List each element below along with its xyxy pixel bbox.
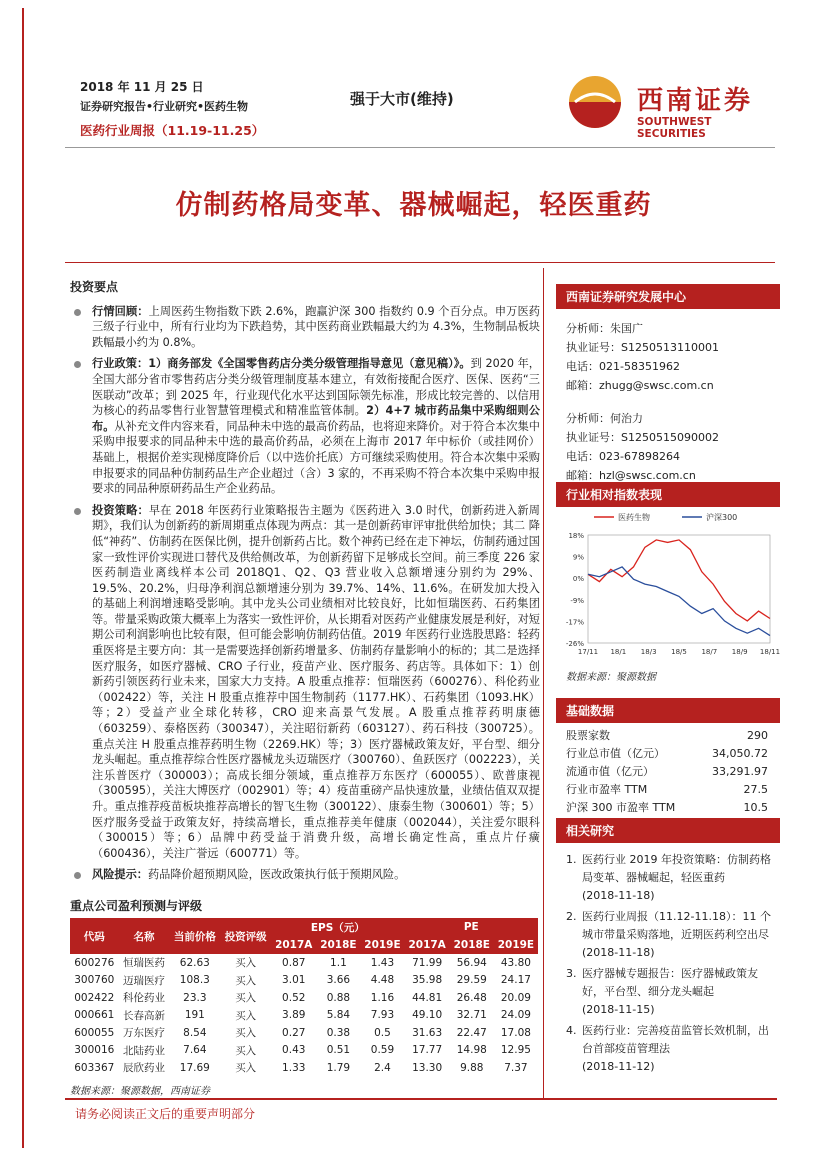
table-cell: 71.99 — [412, 956, 443, 969]
basic-data-label: 行业市盈率 TTM — [566, 783, 648, 796]
bullet-icon — [74, 872, 81, 879]
table-cell: 603367 — [74, 1061, 115, 1074]
table-cell: 17.08 — [500, 1026, 531, 1039]
y-tick-label: 9% — [572, 553, 584, 562]
chart-panel-head-wrap — [556, 482, 780, 507]
table-cell: 0.38 — [326, 1026, 351, 1039]
table-cell: 0.52 — [282, 991, 306, 1004]
basic-data-value: 33,291.97 — [712, 765, 768, 778]
table-row — [70, 972, 538, 990]
table-cell: 31.63 — [412, 1026, 443, 1039]
summary-market-review: 行情回顾：上周医药生物指数下跌 2.6%，跑赢沪深 300 指数约 0.9 个百分点。申万医药三级子行业中，所有行业均为下跌趋势，其中医药商业跌幅最大约为 4.3%，生物制品板块跌幅最小约为 0.8%。 — [70, 304, 540, 351]
basic-data-row — [566, 727, 768, 745]
report-type: 证券研究报告•行业研究•医药生物 — [80, 100, 249, 113]
table-row — [70, 954, 538, 972]
report-title: 仿制药格局变革、器械崛起，轻医重药 — [175, 190, 652, 221]
col-year: 2018E — [450, 936, 494, 954]
y-tick-label: 0% — [572, 575, 584, 584]
related-research-item[interactable] — [566, 851, 774, 905]
column-divider — [543, 268, 544, 1098]
basic-data-head: 基础数据 — [556, 698, 780, 723]
x-tick-label: 18/3 — [640, 648, 657, 656]
basic-data-value: 27.5 — [743, 783, 768, 796]
table-source: 数据来源：聚源数据，西南证券 — [70, 1086, 210, 1097]
related-research-item[interactable] — [566, 965, 774, 1019]
chart-panel-head: 行业相对指数表现 — [556, 482, 780, 507]
table-cell: 买入 — [235, 992, 257, 1005]
related-item-title: 医药行业：完善疫苗监管长效机制，出台首部疫苗管理法 — [582, 1024, 769, 1055]
col-year: 2018E — [316, 936, 360, 954]
table-cell: 300016 — [74, 1044, 115, 1057]
table-cell: 0.59 — [370, 1044, 395, 1057]
table-cell: 002422 — [74, 991, 115, 1004]
related-item-date: (2018-11-18) — [582, 946, 655, 959]
bullet-icon — [74, 309, 81, 316]
table-cell: 29.59 — [456, 974, 487, 987]
table-cell: 买入 — [235, 1027, 257, 1040]
table-cell: 长春高新 — [122, 1009, 165, 1022]
basic-data-value: 10.5 — [743, 801, 768, 814]
table-cell: 108.3 — [179, 974, 210, 987]
col-year: 2019E — [494, 936, 538, 954]
related-research-item[interactable] — [566, 908, 774, 962]
table-cell: 5.84 — [326, 1009, 351, 1022]
y-tick-label: -17% — [565, 618, 584, 627]
table-cell: 12.95 — [500, 1044, 531, 1057]
basic-data-label: 流通市值（亿元） — [566, 765, 654, 778]
table-cell: 300760 — [74, 974, 115, 987]
table-cell: 9.88 — [460, 1061, 484, 1074]
col-year: 2017A — [405, 936, 450, 954]
table-cell: 3.89 — [282, 1009, 306, 1022]
table-cell: 7.37 — [504, 1061, 528, 1074]
col-year: 2017A — [271, 936, 316, 954]
basic-data-panel — [556, 698, 780, 817]
col-pe: PE — [405, 918, 538, 936]
table-cell: 26.48 — [456, 991, 487, 1004]
table-row — [70, 989, 538, 1007]
table-cell: 20.09 — [500, 991, 531, 1004]
basic-data-value: 290 — [747, 729, 768, 742]
logo-text-cn: 西南证券 — [637, 86, 754, 116]
investment-summary — [70, 280, 540, 889]
basic-data-value: 34,050.72 — [712, 747, 768, 760]
logo-emblem-icon — [565, 72, 629, 132]
related-item-date: (2018-11-15) — [582, 1003, 655, 1016]
table-cell: 买入 — [235, 1009, 257, 1022]
rating: 强于大市(维持) — [350, 90, 454, 108]
table-cell: 1.1 — [330, 956, 347, 969]
col-rating: 投资评级 — [220, 918, 271, 954]
related-item-date: (2018-11-12) — [582, 1060, 655, 1073]
analyst-1: 分析师：朱国广 执业证号：S1250513110001 电话：021-58351962 邮箱：zhugg@swsc.com.cn — [556, 319, 780, 395]
analyst-2-email[interactable]: 邮箱：hzl@swsc.com.cn — [566, 469, 696, 482]
table-row — [70, 1059, 538, 1077]
related-item-number: 2. — [566, 910, 577, 923]
related-research-head: 相关研究 — [556, 818, 780, 843]
table-cell: 4.48 — [370, 974, 395, 987]
table-cell: 49.10 — [412, 1009, 443, 1022]
table-row — [70, 1042, 538, 1060]
table-cell: 买入 — [235, 1062, 257, 1075]
left-accent-bar — [22, 8, 24, 1148]
table-cell: 北陆药业 — [122, 1044, 165, 1057]
table-cell: 万东医疗 — [122, 1027, 165, 1040]
table-cell: 43.80 — [500, 956, 531, 969]
bullet-icon — [74, 508, 81, 515]
logo-text-en: SOUTHWEST SECURITIES — [637, 116, 712, 140]
table-cell: 1.43 — [370, 956, 395, 969]
col-eps: EPS（元） — [271, 918, 404, 936]
analyst-1-email[interactable]: 邮箱：zhugg@swsc.com.cn — [566, 379, 714, 392]
table-row — [70, 1007, 538, 1025]
table-cell: 1.16 — [370, 991, 395, 1004]
table-cell: 0.87 — [282, 956, 306, 969]
related-item-title: 医药行业 2019 年投资策略：仿制药格局变革、器械崛起，轻医重药 — [582, 853, 771, 884]
related-item-number: 1. — [566, 853, 577, 866]
legend-label: 沪深300 — [706, 513, 738, 522]
col-name: 名称 — [119, 918, 170, 954]
x-tick-label: 18/5 — [671, 648, 687, 656]
analyst-2: 分析师：何治力 执业证号：S1250515090002 电话：023-67898264 邮箱：hzl@swsc.com.cn — [556, 409, 780, 485]
x-tick-label: 18/7 — [701, 648, 718, 656]
x-tick-label: 18/1 — [610, 648, 627, 656]
y-tick-label: 18% — [568, 532, 584, 540]
table-cell: 0.27 — [282, 1026, 306, 1039]
table-cell: 23.3 — [183, 991, 207, 1004]
related-item-title: 医药行业周报（11.12-11.18）：11 个城市带量采购落地，近期医药利空出尽 — [582, 910, 771, 941]
table-cell: 56.94 — [456, 956, 487, 969]
x-tick-label: 17/11 — [577, 648, 599, 656]
basic-data-row — [566, 763, 768, 781]
table-cell: 3.01 — [282, 974, 306, 987]
basic-data-label: 沪深 300 市盈率 TTM — [566, 801, 676, 814]
table-cell: 8.54 — [183, 1026, 207, 1039]
table-row — [70, 1024, 538, 1042]
x-tick-label: 18/9 — [731, 648, 748, 656]
table-cell: 600276 — [74, 956, 115, 969]
table-cell: 7.64 — [183, 1044, 207, 1057]
table-cell: 买入 — [235, 1044, 257, 1057]
y-tick-label: -26% — [565, 640, 584, 648]
basic-data-list — [556, 723, 780, 817]
basic-data-row — [566, 799, 768, 817]
related-research-list — [556, 843, 780, 1076]
company-logo — [565, 72, 780, 140]
related-research-item[interactable] — [566, 1022, 774, 1076]
report-date: 2018 年 11 月 25 日 — [80, 80, 204, 94]
table-cell: 191 — [184, 1009, 205, 1022]
y-tick-label: -9% — [570, 596, 584, 605]
table-cell: 24.09 — [500, 1009, 531, 1022]
table-cell: 0.43 — [282, 1044, 306, 1057]
col-code: 代码 — [70, 918, 119, 954]
series-line — [588, 540, 770, 621]
basic-data-label: 股票家数 — [566, 729, 610, 742]
basic-data-label: 行业总市值（亿元） — [566, 747, 665, 760]
table-cell: 2.4 — [374, 1061, 391, 1074]
table-cell: 17.77 — [412, 1044, 443, 1057]
bullet-icon — [74, 361, 81, 368]
chart-svg — [556, 505, 780, 670]
footer-disclaimer[interactable]: 请务必阅读正文后的重要声明部分 — [75, 1107, 256, 1121]
table-cell: 62.63 — [179, 956, 210, 969]
table-cell: 买入 — [235, 974, 257, 987]
table-cell: 1.79 — [326, 1061, 351, 1074]
table-cell: 3.66 — [326, 974, 351, 987]
related-research-panel — [556, 818, 780, 1079]
basic-data-row — [566, 781, 768, 799]
table-title: 重点公司盈利预测与评级 — [70, 899, 203, 913]
related-item-number: 4. — [566, 1024, 577, 1037]
research-center-head: 西南证券研究发展中心 — [556, 284, 780, 309]
footer-divider — [65, 1098, 777, 1100]
related-item-number: 3. — [566, 967, 577, 980]
weekly-label: 医药行业周报（11.19-11.25） — [80, 123, 265, 138]
basic-data-row — [566, 745, 768, 763]
table-cell: 24.17 — [500, 974, 531, 987]
research-center-panel — [556, 284, 780, 485]
table-cell: 32.71 — [456, 1009, 487, 1022]
related-item-date: (2018-11-18) — [582, 889, 655, 902]
table-cell: 14.98 — [456, 1044, 487, 1057]
table-cell: 000661 — [74, 1009, 115, 1022]
table-cell: 22.47 — [456, 1026, 487, 1039]
x-tick-label: 18/11 — [759, 648, 780, 656]
table-cell: 辰欣药业 — [122, 1062, 165, 1075]
forecast-table — [70, 918, 538, 1077]
table-cell: 买入 — [235, 957, 257, 970]
col-price: 当前价格 — [169, 918, 220, 954]
title-divider — [65, 262, 775, 263]
table-cell: 35.98 — [412, 974, 443, 987]
legend-label: 医药生物 — [618, 513, 650, 522]
relative-index-chart — [556, 505, 780, 680]
table-cell: 7.93 — [370, 1009, 395, 1022]
table-cell: 迈瑞医疗 — [122, 974, 165, 987]
table-cell: 600055 — [74, 1026, 115, 1039]
table-cell: 13.30 — [412, 1061, 443, 1074]
series-line — [588, 567, 770, 636]
chart-source: 数据来源：聚源数据 — [566, 672, 656, 683]
header-divider — [65, 147, 775, 148]
table-cell: 0.5 — [374, 1026, 391, 1039]
summary-risk: 风险提示：药品降价超预期风险，医改政策执行低于预期风险。 — [70, 867, 540, 883]
table-cell: 0.88 — [326, 991, 351, 1004]
table-cell: 17.69 — [179, 1061, 210, 1074]
summary-strategy: 投资策略：早在 2018 年医药行业策略报告主题为《医药进入 3.0 时代，创新药进入新周期》，我们认为创新药的新周期重点体现为两点：其一是创新药审评审批供给加快；其二 降低“神药”、仿制药在医保比例，提升创新药占比。数个神药已经在走下神坛，仿制药通过国家一致性评价实现进口替代及供给侧改革，为创新药留下足够成长空间。前三季度 226 家医药制造业离线样本公司 2018Q1、Q2、Q3 营业收入总额增速分别约为 29%、19.5%、20.2%，归母净利润总额增速分别为 39.7%、14%、11.6%。在研发加大投入的基础上利润增速略受影响。其中龙头公司业绩相对比较良好，比如恒瑞医药、石药集团等。带量采购政策大概率上为落实一致性评价，从长期看对医药产业健康发展是利好，对短期公司利润影响也比较有限，但可能会影响仿制药估值。2019 年医药行业选股思路：轻药重医将是主要方向：其一是需要选择创新药增量多、仿制药存量影响小的标的；其二是选择医疗服务，如医疗器械、CRO 子行业，疫苗产业、医疗服务、药店等。具体如下：1）创新药引领医药行业未来，国家大力支持。A 股重点推荐：恒瑞医药（600276）、科伦药业（002422）等，关注 H 股重点推荐中国生物制药（1177.HK）、石药集团（1093.HK）等；2）受益产业全球化转移，CRO 迎来高景气发展。A 股重点推荐药明康德（603259）、泰格医药（300347），关注昭衍新药（603127）、药石科技（300725）。重点关注 H 股重点推荐药明生物（2269.HK）等；3）医疗器械政策友好，平台型、细分龙头崛起。重点推荐综合性医疗器械龙头迈瑞医疗（300760）、鱼跃医疗（002223），关注乐普医疗（300003）；高成长细分领域，重点推荐万东医疗（600055）、欧普康视（300595），关注大博医疗（002901）等；4）疫苗重磅产品快速放量，业绩估值双双提升。重点推荐疫苗板块推荐高增长的智飞生物（300122）、康泰生物（300601）等；5）医疗服务受益于政策友好，持续高增长，重点推荐美年健康（002044），关注爱尔眼科（300015）等；6）品牌中药受益于消费升级，高增长确定性高，重点片仔癀（600436），关注广誉远（600771）等。 — [70, 503, 540, 862]
chart-frame — [588, 535, 770, 643]
col-year: 2019E — [360, 936, 404, 954]
table-cell: 科伦药业 — [122, 992, 165, 1005]
table-cell: 0.51 — [326, 1044, 351, 1057]
table-cell: 44.81 — [412, 991, 443, 1004]
summary-policy: 行业政策：1）商务部发《全国零售药店分类分级管理指导意见（意见稿）》。到 2020 年，全国大部分省市零售药店分类分级管理制度基本建立，有效衔接配合医疗、医保、医药“三医联动”改革；到 2025 年，行业现代化水平达到国际领先标准，形成比较完善的、以信用为核心的药品零售行业智慧管理模式和精准监管体制。2）4+7 城市药品集中采购细则公布。从补充文件内容来看，同品种未中选的最高价药品，也将迎来降价。对于符合本次集中采购申报要求的同品种未中选的最高价药品，必须在上海市 2017 年中标价（或挂网价）基础上，根据价差实现梯度降价后（以中选价托底）方可继续采购使用。符合本次集中采购申报要求的同品种仿制药品生产企业超过（含）3 家的，不再采购不符合本次集中采购申报要求的同品种原研药品生产企业药品。 — [70, 356, 540, 496]
table-cell: 恒瑞医药 — [122, 957, 165, 970]
table-cell: 1.33 — [282, 1061, 306, 1074]
summary-heading: 投资要点 — [70, 280, 119, 294]
related-item-title: 医疗器械专题报告：医疗器械政策友好，平台型、细分龙头崛起 — [582, 967, 758, 998]
